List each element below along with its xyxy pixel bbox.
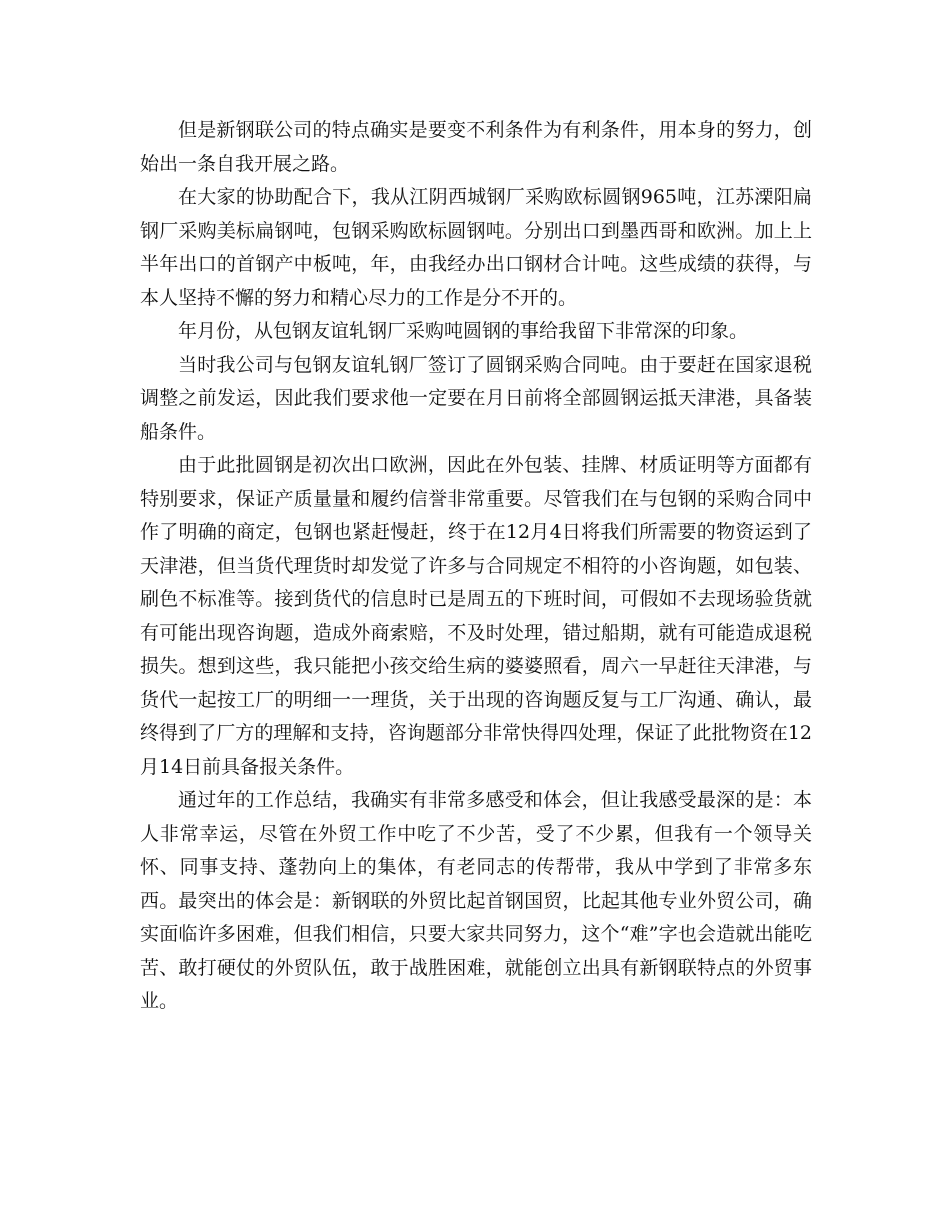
paragraph-4: 当时我公司与包钢友谊轧钢厂签订了圆钢采购合同吨。由于要赶在国家退税调整之前发运，因此我们要求他一定要在月日前将全部圆钢运抵天津港，具备装船条件。 [140,353,812,443]
paragraph-3: 年月份，从包钢友谊轧钢厂采购吨圆钢的事给我留下非常深的印象。 [178,320,749,342]
paragraph-5: 由于此批圆钢是初次出口欧洲，因此在外包装、挂牌、材质证明等方面都有特别要求，保证产质量量和履约信誉非常重要。尽管我们在与包钢的采购合同中作了明确的商定，包钢也紧赶慢赶，终于在12月4日将我们所需要的物资运到了天津港，但当货代理货时却发觉了许多与合同规定不相符的小咨询题，如包装、刷色不标准等。接到货代的信息时已是周五的下班时间，可假如不去现场验货就有可能出现咨询题，造成外商索赔，不及时处理，错过船期，就有可能造成退税损失。想到这些，我只能把小孩交给生病的婆婆照看，周六一早赶往天津港，与货代一起按工厂的明细一一理货，关于出现的咨询题反复与工厂沟通、确认，最终得到了厂方的理解和支持，咨询题部分非常快得四处理，保证了此批物资在12月14日前具备报关条件。 [140,454,812,778]
document-body [140,114,812,1019]
paragraph-2: 在大家的协助配合下，我从江阴西城钢厂采购欧标圆钢965吨，江苏溧阳扁钢厂采购美标扁钢吨，包钢采购欧标圆钢吨。分别出口到墨西哥和欧洲。加上上半年出口的首钢产中板吨，年，由我经办出口钢材合计吨。这些成绩的获得，与本人坚持不懈的努力和精心尽力的工作是分不开的。 [140,186,812,309]
paragraph-6: 通过年的工作总结，我确实有非常多感受和体会，但让我感受最深的是：本人非常幸运，尽管在外贸工作中吃了不少苦，受了不少累，但我有一个领导关怀、同事支持、蓬勃向上的集体，有老同志的传帮带，我从中学到了非常多东西。最突出的体会是：新钢联的外贸比起首钢国贸，比起其他专业外贸公司，确实面临许多困难，但我们相信，只要大家共同努力，这个“难”字也会造就出能吃苦、敢打硬仗的外贸队伍，敢于战胜困难，就能创立出具有新钢联特点的外贸事业。 [140,789,812,1012]
paragraph-1: 但是新钢联公司的特点确实是要变不利条件为有利条件，用本身的努力，创始出一条自我开展之路。 [140,119,812,175]
